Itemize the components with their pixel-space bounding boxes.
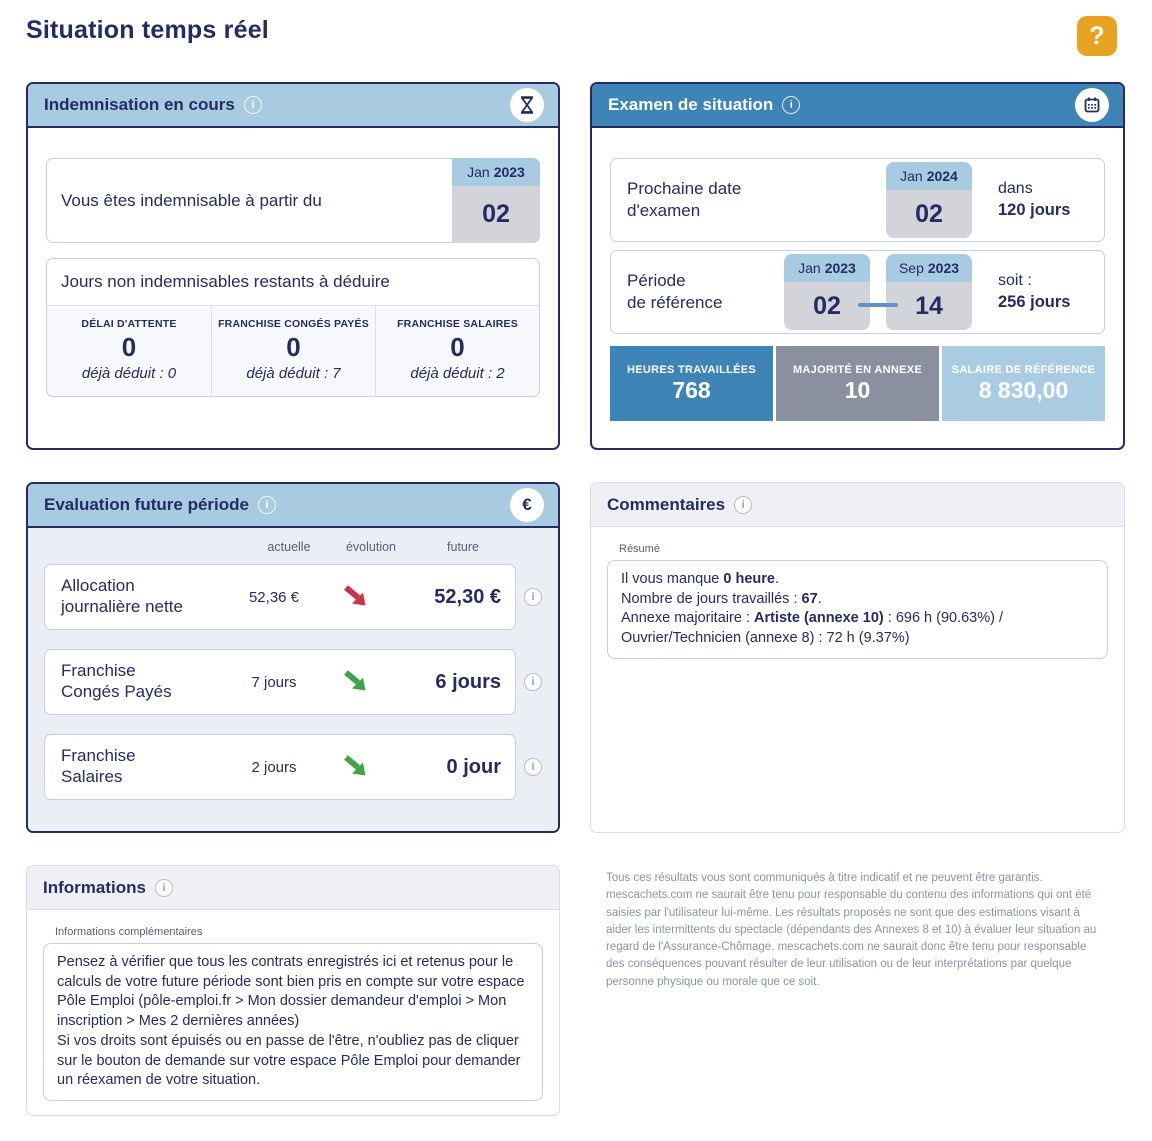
date-year: 2024 (926, 168, 958, 184)
deduction-title: Jours non indemnisables restants à déduire (61, 272, 390, 291)
stat-value: 8 830,00 (978, 376, 1069, 403)
help-button[interactable]: ? (1077, 16, 1117, 56)
date-month-year (886, 254, 972, 282)
deduction-col-conges (211, 306, 375, 396)
date-day: 14 (886, 282, 972, 330)
legal-disclaimer: Tous ces résultats vous sont communiqués à titre indicatif et ne peuvent être garantis. mescachets.com ne saurait être tenu pour responsable du contenu des informations qui ont été saisies par l'utilisateur lui-même. Les résultats proposés ne sont que des estimations visant à aider les intermittents du spectacle (dépendants des Annexes 8 et 10) à évaluer leur situation au regard de l'Assurance-Chômage. mescachets.com ne saurait donc être tenu pour responsable des conséquences pouvant résulter de leur utilisation ou de leur interprétations par quelque personne physique ou morale que ce soit. (606, 872, 1097, 988)
column-evolution: évolution (345, 540, 397, 554)
stat-label: HEURES TRAVAILLÉES (626, 363, 757, 376)
reference-period-label (627, 270, 784, 314)
date-month-year (784, 254, 870, 282)
info-icon[interactable]: i (524, 588, 542, 606)
stat-heures-travaillees (610, 346, 773, 421)
info-icon[interactable]: i (782, 96, 800, 114)
current-value: 2 jours (251, 758, 297, 776)
date-year: 2023 (493, 164, 525, 180)
reference-period-row (610, 250, 1105, 334)
deduction-value: 0 (121, 332, 137, 362)
cards-grid (26, 82, 1125, 1116)
page-header (26, 16, 1125, 56)
informations-paragraph: Pensez à vérifier que tous les contrats enregistrés ici et retenus pour le calculs de votre future période sont bien pris en compte sur votre espace Pôle Emploi (pôle-emploi.fr > Mon dossier demandeur d'emploi > Mon inscription > Mes 2 dernières années) (57, 954, 525, 1030)
informations-textbox (43, 943, 543, 1101)
page-title: Situation temps réel (26, 16, 269, 44)
info-icon[interactable]: i (524, 758, 542, 776)
evaluation-box (44, 734, 516, 800)
stat-label: SALAIRE DE RÉFÉRENCE (951, 363, 1096, 376)
calendar-icon (1075, 88, 1109, 122)
period-end-date (886, 254, 972, 330)
future-value: 0 jour (446, 755, 501, 778)
trend-down-arrow-icon (317, 753, 395, 781)
evaluation-box (44, 564, 516, 630)
trend-down-arrow-icon (317, 583, 395, 611)
label-line-1: Franchise (61, 746, 136, 766)
card-commentaires (590, 482, 1125, 833)
indemnisable-label: Vous êtes indemnisable à partir du (61, 190, 322, 210)
stat-value: 768 (672, 376, 711, 403)
date-month: Sep (898, 260, 924, 276)
examen-stats (610, 346, 1105, 421)
total-value: 256 jours (998, 292, 1071, 311)
commentaires-title: Commentaires (607, 494, 726, 514)
info-icon[interactable]: i (524, 673, 542, 691)
total-prefix: soit : (998, 271, 1032, 289)
label-line-2: journalière nette (61, 597, 183, 616)
future-value: 52,30 € (434, 585, 501, 608)
evaluation-row-franchise-conges (44, 649, 542, 715)
next-exam-label (627, 178, 886, 222)
evaluation-box (44, 649, 516, 715)
date-month: Jan (900, 168, 923, 184)
column-actuelle: actuelle (267, 540, 311, 554)
deduction-box (46, 258, 540, 397)
label-line-1: Période (627, 271, 686, 291)
card-indemnisation (26, 82, 560, 450)
deduction-columns (47, 305, 539, 396)
row-label (61, 661, 231, 702)
countdown-prefix: dans (998, 179, 1033, 197)
evaluation-row-allocation (44, 564, 542, 630)
informations-field-label: Informations complémentaires (55, 926, 203, 938)
evaluation-header (28, 484, 558, 528)
commentaires-header (591, 483, 1124, 527)
resume-label: Résumé (619, 543, 660, 555)
deduction-already: déjà déduit : 2 (410, 365, 505, 382)
evaluation-title: Evaluation future période (44, 495, 249, 514)
stat-majorite-annexe (776, 346, 939, 421)
resume-line: Annexe majoritaire : Artiste (annexe 10) : 696 h (90.63%) / Ouvrier/Technicien (annexe 8) : 72 h (9.37%) (621, 610, 1004, 647)
euro-icon: € (510, 488, 544, 522)
resume-line: Il vous manque 0 heure. (621, 571, 779, 587)
info-icon[interactable]: i (155, 879, 173, 897)
evaluation-row-franchise-salaires (44, 734, 542, 800)
next-exam-date (886, 162, 972, 238)
deduction-value: 0 (450, 332, 465, 362)
info-icon[interactable]: i (244, 96, 262, 114)
informations-body (27, 910, 559, 1101)
label-line-2: Congés Payés (61, 682, 172, 701)
examen-body (592, 128, 1123, 421)
info-icon[interactable]: i (258, 496, 276, 514)
indemnisation-body (28, 128, 558, 397)
date-day: 02 (784, 282, 870, 330)
stat-value: 10 (844, 376, 871, 403)
date-month-year (452, 158, 540, 186)
future-value: 6 jours (435, 670, 501, 693)
hourglass-icon (510, 88, 544, 122)
indemnisable-row (46, 158, 540, 243)
commentaires-body (591, 527, 1124, 659)
date-year: 2023 (927, 260, 960, 276)
deduction-label: DÉLAI D'ATTENTE (81, 318, 177, 330)
indemnisation-header (28, 84, 558, 128)
date-month: Jan (798, 260, 821, 276)
row-label (61, 576, 231, 617)
countdown-value: 120 jours (998, 200, 1071, 219)
label-line-1: Prochaine date (627, 179, 742, 199)
label-line-1: Allocation (61, 576, 135, 596)
label-line-2: Salaires (61, 767, 123, 786)
period-connector-line (858, 303, 898, 307)
date-day: 02 (452, 186, 540, 243)
stat-label: MAJORITÉ EN ANNEXE (792, 363, 923, 376)
card-evaluation (26, 482, 560, 833)
date-month: Jan (467, 164, 490, 180)
card-examen (590, 82, 1125, 450)
card-informations (26, 865, 560, 1116)
row-label (61, 746, 231, 787)
examen-title: Examen de situation (608, 95, 774, 114)
deduction-already: déjà déduit : 7 (246, 365, 341, 382)
period-total (998, 271, 1090, 314)
deduction-value: 0 (286, 332, 301, 362)
deduction-col-salaires (375, 306, 539, 396)
current-value: 7 jours (251, 673, 297, 691)
informations-header (27, 866, 559, 910)
examen-header (592, 84, 1123, 128)
stat-salaire-reference (942, 346, 1105, 421)
trend-down-arrow-icon (317, 668, 395, 696)
deduction-col-delai (47, 306, 211, 396)
date-month-year (886, 162, 972, 190)
resume-line: Nombre de jours travaillés : 67. (621, 590, 822, 607)
label-line-2: de référence (627, 293, 723, 312)
indemnisable-date (452, 158, 540, 243)
date-year: 2023 (824, 260, 856, 276)
indemnisation-title: Indemnisation en cours (44, 95, 235, 114)
label-line-2: d'examen (627, 201, 701, 220)
label-line-1: Franchise (61, 661, 136, 681)
next-exam-countdown (998, 179, 1090, 222)
evaluation-body (28, 528, 558, 833)
deduction-label: FRANCHISE CONGÉS PAYÉS (218, 318, 369, 330)
current-value: 52,36 € (248, 588, 300, 606)
informations-title: Informations (43, 877, 146, 897)
deduction-already: déjà déduit : 0 (81, 365, 177, 382)
info-icon[interactable]: i (734, 496, 752, 514)
deduction-label: FRANCHISE SALAIRES (397, 318, 518, 330)
resume-textbox (607, 560, 1108, 659)
next-exam-row (610, 158, 1105, 242)
date-day: 02 (886, 190, 972, 238)
period-start-date (784, 254, 870, 330)
informations-paragraph: Si vos droits sont épuisés ou en passe de l'être, n'oubliez pas de cliquer sur le bouton de demande sur votre espace Pôle Emploi pour demander un réexamen de votre situation. (57, 1032, 521, 1089)
column-future: future (447, 540, 479, 554)
evaluation-column-headers (44, 540, 516, 554)
